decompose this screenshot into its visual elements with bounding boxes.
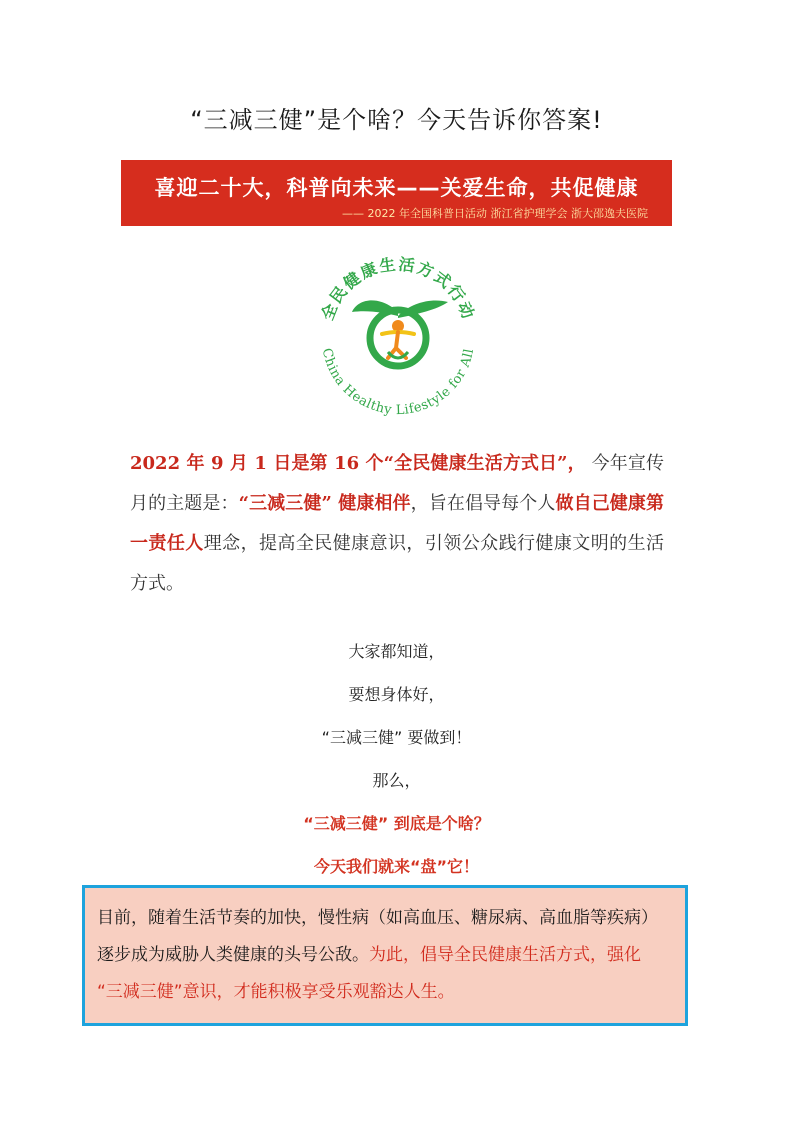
line-6-answer: 今天我们就来“盘”它！ <box>313 857 480 876</box>
callout-normal-text: 目前，随着生活节奏的加快，慢性病（如高血压、糖尿病、高血脂等疾病）逐步成为威胁人类健康的头号公敌。 <box>97 908 658 965</box>
page-title: “三减三健”是个啥？今天告诉你答案! <box>190 106 603 134</box>
event-banner <box>121 160 672 226</box>
banner-headline: 喜迎二十大，科普向未来——关爱生命，共促健康 <box>154 176 639 200</box>
line-1: 大家都知道， <box>348 642 445 661</box>
logo-emblem-icon <box>352 300 448 366</box>
intro-text-1: 今年宣传月的主题是： <box>130 453 664 514</box>
centered-lines <box>0 630 793 888</box>
callout-red-text: 为此，倡导全民健康生活方式，强化 <box>369 945 641 965</box>
intro-text-2: ，旨在倡导每个人 <box>410 493 556 514</box>
lifestyle-logo <box>300 240 496 436</box>
intro-paragraph <box>130 444 664 604</box>
line-3: “三减三健” 要做到！ <box>321 728 472 747</box>
banner-subline: —— 2022 年全国科普日活动 浙江省护理学会 浙大邵逸夫医院 <box>342 207 648 220</box>
intro-date-highlight: 2022 年 9 月 1 日是第 16 个“全民健康生活方式日”， <box>130 453 586 474</box>
info-callout-box <box>82 885 688 1026</box>
intro-responsibility-highlight: 做自己健康第一责任人 <box>130 493 665 554</box>
intro-theme-highlight: “三减三健” 健康相伴 <box>238 493 411 514</box>
logo-en-text: China Healthy Lifestyle for All <box>318 346 478 419</box>
line-4: 那么， <box>372 771 421 790</box>
line-5-question: “三减三健” 到底是个啥？ <box>303 814 490 833</box>
intro-text-3: 理念，提高全民健康意识，引领公众践行健康文明的生活方式。 <box>130 533 665 594</box>
callout-term: “三减三健” <box>97 982 183 1002</box>
callout-tail-text: 意识，才能积极享受乐观豁达人生。 <box>182 982 455 1002</box>
logo-cn-text: 全民健康生活方式行动 <box>317 254 479 323</box>
line-2: 要想身体好， <box>348 685 445 704</box>
